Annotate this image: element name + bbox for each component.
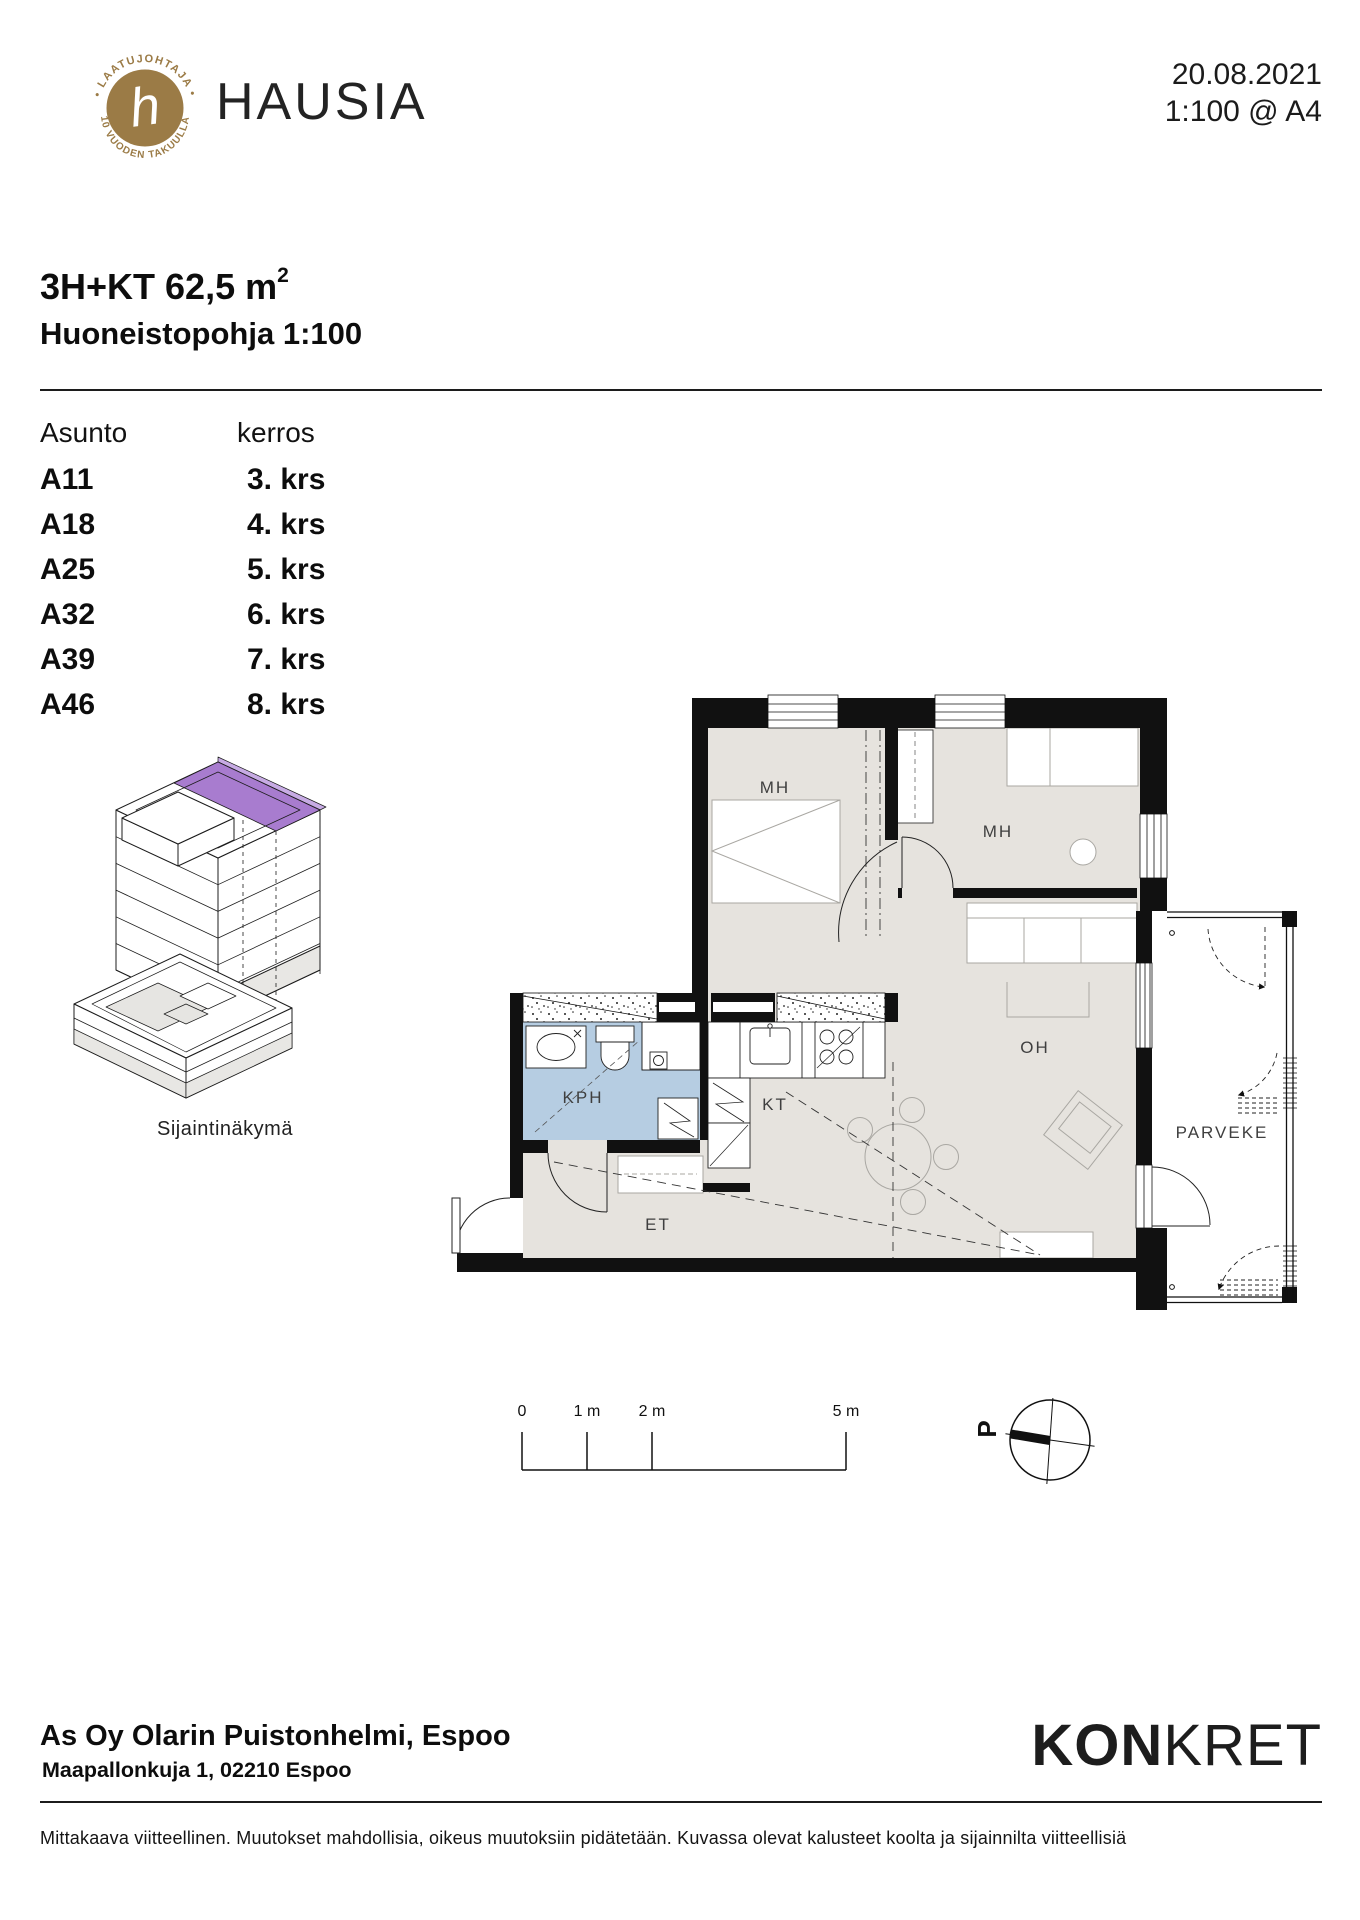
print-date: 20.08.2021 xyxy=(1171,58,1322,91)
north-compass xyxy=(955,1385,1145,1505)
compass-needle xyxy=(1010,1429,1051,1444)
floor-cell: 5. krs xyxy=(247,553,326,586)
tv-bench xyxy=(1000,1232,1093,1258)
kitchen-counter xyxy=(708,1022,885,1078)
window xyxy=(935,695,1005,728)
wall-opening xyxy=(659,1002,695,1012)
bed-2 xyxy=(1007,728,1138,786)
room-label-kph: KPH xyxy=(562,1088,604,1107)
unit-cell: A32 xyxy=(40,598,96,631)
floor-cell: 3. krs xyxy=(247,463,326,496)
room-label-kt: KT xyxy=(762,1095,788,1114)
divider-top xyxy=(40,389,1322,391)
scale-tick-label: 5 m xyxy=(832,1403,860,1420)
washing-machine xyxy=(658,1098,698,1139)
window xyxy=(768,695,838,728)
hausia-badge-logo xyxy=(86,44,204,170)
floor-cell: 8. krs xyxy=(247,688,326,721)
page-title xyxy=(40,266,289,308)
disclaimer-text: Mittakaava viitteellinen. Muutokset mahdollisia, oikeus muutoksiin pidätetään. Kuvassa olevat kalusteet koolta ja sijainnilta viitteellisiä xyxy=(40,1828,1127,1848)
toilet-bowl xyxy=(601,1042,629,1070)
project-name: As Oy Olarin Puistonhelmi, Espoo xyxy=(40,1720,511,1752)
stove-burner xyxy=(820,1030,834,1044)
wall-opening xyxy=(713,1002,773,1012)
floor-cell: 4. krs xyxy=(247,508,326,541)
badge-h-letter: h xyxy=(125,75,164,139)
square-sup: 2 xyxy=(277,264,289,287)
scale-bar xyxy=(500,1392,870,1487)
badge-top-text: • LAATUJOHTAJA • xyxy=(91,52,199,99)
unit-cell: A25 xyxy=(40,553,96,586)
window xyxy=(1140,814,1167,878)
col-header-unit: Asunto xyxy=(40,417,128,448)
col-header-floor: kerros xyxy=(237,417,315,448)
sofa xyxy=(967,903,1137,963)
floor-cell: 6. krs xyxy=(247,598,326,631)
location-isometric-view xyxy=(68,752,378,1112)
page-subtitle: Huoneistopohja 1:100 xyxy=(40,316,363,351)
brand-wordmark: HAUSIA xyxy=(216,73,428,131)
bed-1 xyxy=(712,800,840,903)
scale-tick-label: 2 m xyxy=(638,1403,666,1420)
toilet-tank xyxy=(596,1026,634,1042)
room-label-et: ET xyxy=(645,1215,671,1234)
room-label-oh: OH xyxy=(1020,1038,1050,1057)
badge-bottom-text: 10 VUODEN TAKUULLA xyxy=(97,115,193,162)
room-label-parveke: PARVEKE xyxy=(1175,1123,1269,1142)
side-table xyxy=(1070,839,1096,865)
entry-door-swing xyxy=(455,1198,510,1253)
scale-tick-label: 0 xyxy=(517,1403,527,1420)
unit-cell: A18 xyxy=(40,508,96,541)
unit-cell: A11 xyxy=(40,463,94,496)
location-view-caption: Sijaintinäkymä xyxy=(157,1118,293,1140)
balcony-floor xyxy=(1152,918,1282,1303)
unit-cell: A39 xyxy=(40,643,96,676)
konkret-logo xyxy=(1031,1712,1322,1779)
konkret-logo-light: KRET xyxy=(1163,1713,1322,1778)
divider-bottom xyxy=(40,1801,1322,1803)
room-label-mh1: MH xyxy=(759,778,791,797)
date-block xyxy=(1165,56,1322,130)
entry-door-leaf xyxy=(452,1198,460,1253)
project-address: Maapallonkuja 1, 02210 Espoo xyxy=(42,1758,352,1782)
floor-plan xyxy=(450,690,1300,1320)
konkret-logo-bold: KON xyxy=(1031,1713,1164,1778)
dishwasher xyxy=(708,1078,750,1123)
washbasin xyxy=(537,1034,575,1061)
unit-cell: A46 xyxy=(40,688,96,721)
apartment-type: 3H+KT 62,5 m xyxy=(40,266,278,307)
room-label-mh2: MH xyxy=(982,822,1014,841)
floor-cell: 7. krs xyxy=(247,643,326,676)
print-scale: 1:100 @ A4 xyxy=(1164,95,1322,128)
scale-tick-label: 1 m xyxy=(573,1403,601,1420)
north-letter: P xyxy=(972,1420,1002,1438)
